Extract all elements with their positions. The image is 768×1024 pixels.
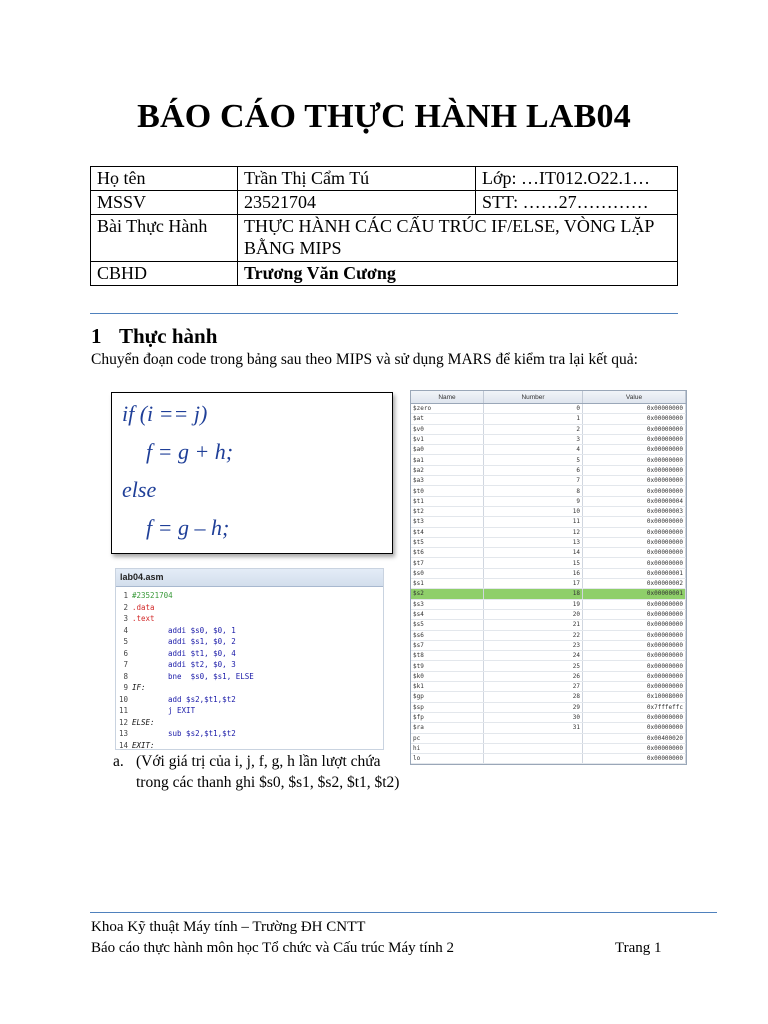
info-label: Bài Thực Hành — [91, 215, 238, 262]
pseudocode-line: f = g + h; — [146, 439, 234, 464]
register-value: 0x00000000 — [583, 640, 686, 650]
register-value: 0x00000000 — [583, 558, 686, 568]
code-line — [116, 659, 236, 671]
register-table — [411, 391, 686, 764]
register-number: 21 — [484, 620, 583, 630]
register-name: $a2 — [411, 465, 484, 475]
register-name: hi — [411, 743, 484, 753]
register-row — [411, 527, 686, 537]
register-row — [411, 517, 686, 527]
register-value: 0x00000000 — [583, 682, 686, 692]
line-number: 12 — [118, 717, 128, 727]
register-number: 26 — [484, 671, 583, 681]
register-value: 0x00000000 — [583, 599, 686, 609]
register-name: $t3 — [411, 517, 484, 527]
register-number: 6 — [484, 465, 583, 475]
line-number: 8 — [123, 671, 128, 681]
register-row — [411, 434, 686, 444]
register-value: 0x00000000 — [583, 486, 686, 496]
register-name: $zero — [411, 404, 484, 414]
register-number: 10 — [484, 506, 583, 516]
column-header: Value — [583, 391, 686, 404]
register-number: 7 — [484, 476, 583, 486]
code-text: j EXIT — [168, 706, 196, 715]
register-row — [411, 589, 686, 599]
register-number: 22 — [484, 630, 583, 640]
line-number: 9 — [123, 683, 128, 692]
line-number: 3 — [123, 614, 128, 623]
register-row — [411, 702, 686, 712]
register-number: 28 — [484, 692, 583, 702]
register-row — [411, 671, 686, 681]
code-text: add $s2,$t1,$t2 — [168, 694, 236, 704]
register-row — [411, 651, 686, 661]
info-value: THỰC HÀNH CÁC CẤU TRÚC IF/ELSE, VÒNG LẶP BẰNG MIPS — [238, 215, 678, 262]
code-text: ELSE: — [132, 717, 155, 727]
register-row — [411, 548, 686, 558]
line-number: 4 — [123, 625, 128, 635]
info-row-name — [91, 167, 678, 191]
register-number: 9 — [484, 496, 583, 506]
line-number: 10 — [118, 694, 128, 704]
register-row — [411, 476, 686, 486]
register-value: 0x00000000 — [583, 424, 686, 434]
register-value: 0x00000000 — [583, 476, 686, 486]
page-number: Trang 1 — [615, 940, 662, 956]
register-name: $at — [411, 414, 484, 424]
column-header: Number — [484, 391, 583, 404]
register-number: 15 — [484, 558, 583, 568]
document-title: BÁO CÁO THỰC HÀNH LAB04 — [137, 98, 631, 135]
register-number: 27 — [484, 682, 583, 692]
code-text: .text — [132, 614, 155, 623]
register-row — [411, 712, 686, 722]
register-number: 31 — [484, 723, 583, 733]
register-value: 0x00400020 — [583, 733, 686, 743]
code-text: addi $s1, $0, 2 — [168, 637, 236, 646]
pseudocode-image — [111, 392, 393, 554]
register-row — [411, 445, 686, 455]
info-value: 23521704 — [238, 191, 476, 215]
pseudocode-line: else — [122, 477, 157, 502]
info-label: CBHD — [91, 262, 238, 286]
register-number: 19 — [484, 599, 583, 609]
student-info-table — [90, 166, 678, 286]
line-number: 6 — [123, 648, 128, 658]
info-row-instructor — [91, 262, 678, 286]
register-value: 0x00000000 — [583, 620, 686, 630]
register-number — [484, 743, 583, 753]
register-row — [411, 661, 686, 671]
register-number — [484, 754, 583, 764]
register-number: 2 — [484, 424, 583, 434]
register-number: 1 — [484, 414, 583, 424]
register-number: 29 — [484, 702, 583, 712]
register-name: lo — [411, 754, 484, 764]
register-row — [411, 579, 686, 589]
mars-editor-screenshot — [115, 568, 384, 750]
info-row-id — [91, 191, 678, 215]
register-value: 0x7fffeffc — [583, 702, 686, 712]
section-number: 1 — [91, 324, 102, 348]
header-divider — [90, 313, 678, 314]
editor-tab: lab04.asm — [116, 569, 383, 587]
register-row — [411, 568, 686, 578]
register-name: pc — [411, 733, 484, 743]
code-line — [116, 648, 236, 660]
register-name: $s1 — [411, 579, 484, 589]
register-name: $fp — [411, 712, 484, 722]
register-number: 20 — [484, 609, 583, 619]
register-panel-screenshot — [410, 390, 687, 765]
register-value: 0x00000000 — [583, 527, 686, 537]
code-line — [116, 602, 155, 614]
register-value: 0x00000000 — [583, 517, 686, 527]
line-number: 7 — [123, 660, 128, 669]
register-value: 0x00000000 — [583, 609, 686, 619]
register-value: 0x00000001 — [583, 589, 686, 599]
section-title: Thực hành — [119, 324, 218, 348]
register-value: 0x00000000 — [583, 651, 686, 661]
info-stt: STT: ……27………… — [476, 191, 678, 215]
pseudocode-line: if (i == j) — [122, 401, 208, 426]
code-line — [116, 717, 155, 729]
register-value: 0x10008000 — [583, 692, 686, 702]
note-line: trong các thanh ghi $s0, $s1, $s2, $t1, $t2) — [136, 774, 400, 791]
register-row — [411, 404, 686, 414]
register-row — [411, 754, 686, 764]
register-value: 0x00000000 — [583, 404, 686, 414]
register-number — [484, 733, 583, 743]
register-name: $t2 — [411, 506, 484, 516]
code-line — [116, 705, 195, 717]
register-number: 12 — [484, 527, 583, 537]
register-value: 0x00000000 — [583, 671, 686, 681]
register-name: $t7 — [411, 558, 484, 568]
register-number: 13 — [484, 537, 583, 547]
register-row — [411, 506, 686, 516]
note-item — [113, 751, 399, 793]
code-line — [116, 671, 254, 683]
register-value: 0x00000000 — [583, 537, 686, 547]
register-row — [411, 620, 686, 630]
register-row — [411, 733, 686, 743]
footer-divider — [90, 912, 717, 913]
line-number: 1 — [123, 591, 128, 600]
register-name: $gp — [411, 692, 484, 702]
register-row — [411, 424, 686, 434]
code-text: .data — [132, 602, 155, 612]
register-value: 0x00000000 — [583, 630, 686, 640]
line-number: 14 — [118, 740, 128, 750]
register-row — [411, 537, 686, 547]
register-row — [411, 723, 686, 733]
register-name: $t1 — [411, 496, 484, 506]
info-class: Lớp: …IT012.O22.1… — [476, 167, 678, 191]
register-row — [411, 558, 686, 568]
register-number: 25 — [484, 661, 583, 671]
register-value: 0x00000000 — [583, 434, 686, 444]
section-heading — [91, 324, 217, 349]
register-number: 18 — [484, 589, 583, 599]
register-number: 11 — [484, 517, 583, 527]
info-value: Trần Thị Cẩm Tú — [238, 167, 476, 191]
code-line — [116, 636, 236, 648]
register-row — [411, 486, 686, 496]
code-text: bne $s0, $s1, ELSE — [168, 671, 254, 681]
register-number: 4 — [484, 445, 583, 455]
register-name: $t5 — [411, 537, 484, 547]
code-line — [116, 740, 155, 752]
register-row — [411, 599, 686, 609]
register-name: $s6 — [411, 630, 484, 640]
register-name: $t9 — [411, 661, 484, 671]
register-value: 0x00000000 — [583, 754, 686, 764]
column-header: Name — [411, 391, 484, 404]
register-name: $a3 — [411, 476, 484, 486]
register-name: $t6 — [411, 548, 484, 558]
line-number: 11 — [118, 706, 128, 715]
intro-text: Chuyển đoạn code trong bảng sau theo MIPS và sử dụng MARS để kiểm tra lại kết quả: — [91, 351, 638, 368]
register-value: 0x00000000 — [583, 661, 686, 671]
pseudocode-line: f = g – h; — [146, 515, 230, 540]
register-name: $s2 — [411, 589, 484, 599]
line-number: 13 — [118, 729, 128, 738]
register-row — [411, 414, 686, 424]
register-value: 0x00000001 — [583, 568, 686, 578]
code-text: #23521704 — [132, 591, 173, 600]
register-number: 23 — [484, 640, 583, 650]
register-value: 0x00000000 — [583, 465, 686, 475]
register-value: 0x00000000 — [583, 743, 686, 753]
register-value: 0x00000000 — [583, 548, 686, 558]
register-value: 0x00000000 — [583, 414, 686, 424]
code-text: addi $t2, $0, 3 — [168, 660, 236, 669]
register-row — [411, 455, 686, 465]
register-row — [411, 496, 686, 506]
info-row-lab — [91, 215, 678, 262]
register-name: $k1 — [411, 682, 484, 692]
info-label: MSSV — [91, 191, 238, 215]
register-name: $v0 — [411, 424, 484, 434]
register-value: 0x00000003 — [583, 506, 686, 516]
register-number: 0 — [484, 404, 583, 414]
footer-course: Báo cáo thực hành môn học Tổ chức và Cấu trúc Máy tính 2 — [91, 940, 454, 956]
code-line — [116, 590, 173, 602]
code-text: addi $s0, $0, 1 — [168, 625, 236, 635]
register-name: $ra — [411, 723, 484, 733]
register-number: 17 — [484, 579, 583, 589]
code-line — [116, 694, 236, 706]
register-number: 5 — [484, 455, 583, 465]
register-number: 16 — [484, 568, 583, 578]
register-name: $sp — [411, 702, 484, 712]
register-name: $s3 — [411, 599, 484, 609]
code-line — [116, 613, 155, 625]
register-value: 0x00000004 — [583, 496, 686, 506]
register-value: 0x00000000 — [583, 723, 686, 733]
register-row — [411, 465, 686, 475]
code-text: sub $s2,$t1,$t2 — [168, 729, 236, 738]
register-row — [411, 692, 686, 702]
note-line: (Với giá trị của i, j, f, g, h lần lượt chứa — [136, 753, 381, 770]
register-name: $s0 — [411, 568, 484, 578]
code-text: EXIT: — [132, 740, 155, 750]
register-row — [411, 630, 686, 640]
register-row — [411, 743, 686, 753]
register-name: $k0 — [411, 671, 484, 681]
register-name: $a0 — [411, 445, 484, 455]
code-line — [116, 682, 146, 694]
line-number: 2 — [123, 602, 128, 612]
register-name: $t0 — [411, 486, 484, 496]
register-value: 0x00000000 — [583, 455, 686, 465]
register-row — [411, 609, 686, 619]
code-text: IF: — [132, 683, 146, 692]
register-row — [411, 682, 686, 692]
register-number: 8 — [484, 486, 583, 496]
register-value: 0x00000000 — [583, 712, 686, 722]
register-name: $v1 — [411, 434, 484, 444]
info-value: Trương Văn Cương — [238, 262, 678, 286]
register-name: $t8 — [411, 651, 484, 661]
register-name: $t4 — [411, 527, 484, 537]
register-row — [411, 640, 686, 650]
register-name: $s5 — [411, 620, 484, 630]
register-number: 3 — [484, 434, 583, 444]
code-line — [116, 728, 236, 740]
register-name: $s4 — [411, 609, 484, 619]
code-line — [116, 625, 236, 637]
code-text: addi $t1, $0, 4 — [168, 648, 236, 658]
register-number: 24 — [484, 651, 583, 661]
info-label: Họ tên — [91, 167, 238, 191]
register-name: $a1 — [411, 455, 484, 465]
register-value: 0x00000000 — [583, 445, 686, 455]
register-number: 14 — [484, 548, 583, 558]
note-label: a. — [113, 753, 124, 770]
register-name: $s7 — [411, 640, 484, 650]
footer-faculty: Khoa Kỹ thuật Máy tính – Trường ĐH CNTT — [91, 919, 366, 935]
register-value: 0x00000002 — [583, 579, 686, 589]
register-number: 30 — [484, 712, 583, 722]
line-number: 5 — [123, 637, 128, 646]
